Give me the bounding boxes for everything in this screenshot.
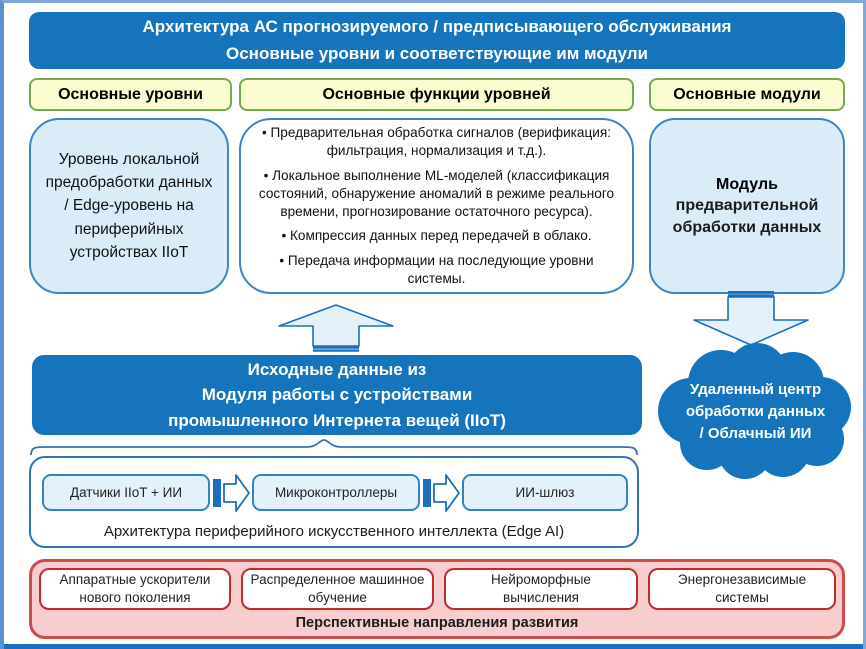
edge-item-sensors-label: Датчики IIoT + ИИ <box>69 485 183 500</box>
function-bullet: • Предварительная обработка сигналов (верификация: фильтрация, нормализация и т.д.). <box>261 124 612 158</box>
flow-chevron-icon <box>210 472 252 514</box>
module-subtitle: предварительной обработки данных <box>672 197 822 236</box>
cloud-label-line2: обработки данных <box>685 403 826 421</box>
edge-item-ai-gateway-label: ИИ-шлюз <box>515 485 575 500</box>
cloud-label-line3: / Облачный ИИ <box>699 424 812 442</box>
future-directions-caption <box>29 611 845 635</box>
cloud-label <box>649 369 862 455</box>
up-block-arrow-icon <box>271 302 401 352</box>
diagram-title-banner <box>29 12 845 69</box>
column-header-modules-label: Основные модули <box>673 85 821 103</box>
preprocessing-module-box <box>649 118 845 294</box>
edge-item-ai-gateway <box>462 474 628 511</box>
flow-chevron-icon <box>420 472 462 514</box>
column-header-levels-label: Основные уровни <box>58 85 203 103</box>
overbrace-icon <box>29 438 639 455</box>
edge-ai-caption <box>29 518 639 544</box>
title-line-2: Основные уровни и соответствующие им модули <box>226 43 648 63</box>
future-item-accelerators-label: Аппаратные ускорители нового поколения <box>59 572 211 605</box>
function-bullet: • Локальное выполнение ML-моделей (классификация состояний, обнаружение аномалий в режиме реального времени, прогнозирование остаточного ресурса). <box>258 167 615 219</box>
future-item-neuromorphic-label: Нейроморфные вычисления <box>491 572 591 605</box>
title-line-1: Архитектура АС прогнозируемого / предписывающего обслуживания <box>142 17 732 37</box>
future-item-accelerators <box>39 568 231 610</box>
future-item-nonvolatile <box>648 568 836 610</box>
source-data-banner <box>32 355 642 435</box>
future-directions-caption-label: Перспективные направления развития <box>295 615 579 631</box>
column-header-functions-label: Основные функции уровней <box>322 85 551 103</box>
edge-item-sensors <box>42 474 210 511</box>
function-bullet: • Компрессия данных перед передачей в облако. <box>281 228 592 244</box>
source-banner-line2: Модуля работы с устройствами <box>201 385 473 405</box>
future-item-nonvolatile-label: Энергонезависимые системы <box>677 572 807 605</box>
function-bullet: • Передача информации на последующие уровни системы. <box>279 253 594 287</box>
edge-level-text: Уровень локальной предобработки данных / Edge-уровень на периферийных устройствах IIoT <box>45 150 213 261</box>
module-title: Модуль <box>716 175 778 193</box>
edge-level-box <box>29 118 229 294</box>
level-functions-box <box>239 118 634 294</box>
source-banner-line3: промышленного Интернета вещей (IIoT) <box>168 410 506 430</box>
cloud-remote-datacenter <box>649 339 862 479</box>
future-item-distributed-ml <box>241 568 434 610</box>
future-item-distributed-ml-label: Распределенное машинное обучение <box>250 572 425 605</box>
cloud-label-line1: Удаленный центр <box>689 381 822 399</box>
edge-item-microcontrollers <box>252 474 420 511</box>
column-header-modules <box>649 78 845 111</box>
column-header-levels <box>29 78 232 111</box>
source-banner-line1: Исходные данные из <box>247 359 427 379</box>
column-header-functions <box>239 78 634 111</box>
edge-item-microcontrollers-label: Микроконтроллеры <box>274 485 398 500</box>
edge-ai-caption-label: Архитектура периферийного искусственного интеллекта (Edge AI) <box>103 522 565 540</box>
bottom-frame-strip <box>4 644 866 649</box>
future-item-neuromorphic <box>444 568 638 610</box>
